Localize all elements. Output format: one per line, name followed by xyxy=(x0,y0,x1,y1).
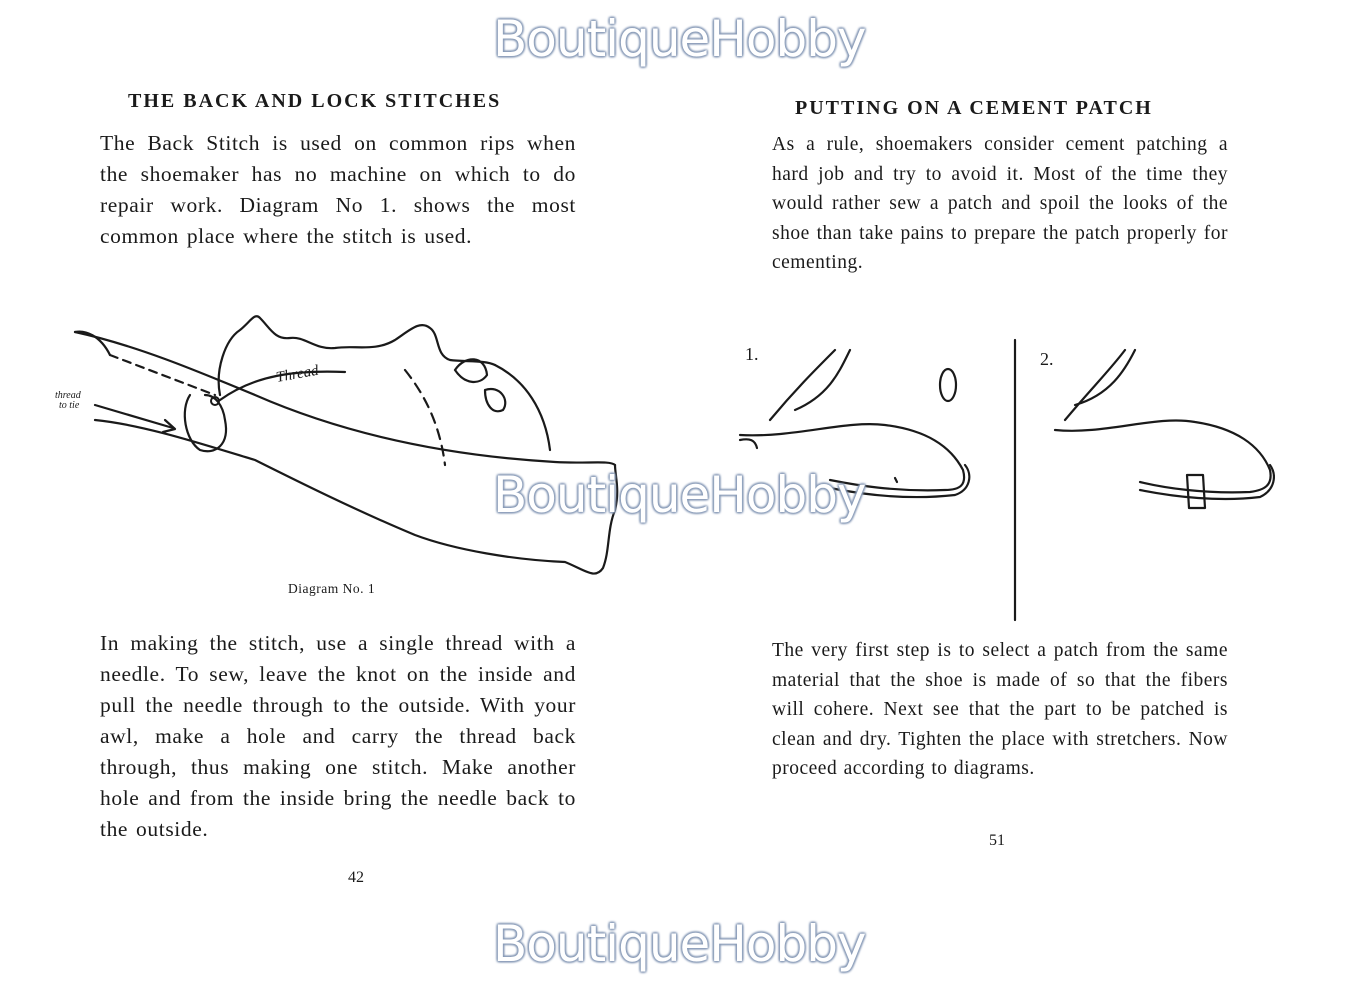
left-page-heading: THE BACK AND LOCK STITCHES xyxy=(128,90,502,112)
thread-label: Thread xyxy=(274,362,320,386)
diagram-caption: Diagram No. 1 xyxy=(288,581,376,596)
right-page-number: 51 xyxy=(989,832,1005,849)
shoe-back-stitch-diagram xyxy=(55,300,635,590)
patch-steps-paragraph: The very first step is to select a patch from the same material that the shoe is made of so that the fibers will cohere. Next see that the part to be patched is clean and dry. Tighten the place with stretchers. Now proceed according to diagrams. xyxy=(772,640,1228,779)
left-page-number: 42 xyxy=(348,869,364,886)
figure-1-label: 1. xyxy=(745,344,759,364)
stitch-instructions-paragraph: In making the stitch, use a single thread with a needle. To sew, leave the knot on the inside and pull the needle through to the outside. With your awl, make a hole and carry the thread back through, thus making one stitch. Make another hole and from the inside bring the needle back to the outside. xyxy=(100,631,576,841)
watermark-middle: BoutiqueHobby xyxy=(493,466,866,524)
figure-2-label: 2. xyxy=(1040,349,1054,369)
cement-patch-diagrams xyxy=(735,330,1275,630)
right-page xyxy=(675,0,1350,1000)
thread-to-tie-label-line1: thread xyxy=(55,390,81,401)
back-stitch-intro-paragraph: The Back Stitch is used on common rips when the shoemaker has no machine on which to do repair work. Diagram No 1. shows the most common place where the stitch is used. xyxy=(100,131,576,248)
watermark-bottom: BoutiqueHobby xyxy=(493,915,866,973)
cement-patch-intro-paragraph: As a rule, shoemakers consider cement patching a hard job and try to avoid it. Most of the time they would rather sew a patch and spoil the looks of the shoe than take pains to prepare the patch properly for cementing. xyxy=(772,134,1228,273)
thread-to-tie-label-line2: to tie xyxy=(59,400,80,411)
right-page-heading: PUTTING ON A CEMENT PATCH xyxy=(795,97,1153,119)
watermark-top: BoutiqueHobby xyxy=(493,10,866,68)
